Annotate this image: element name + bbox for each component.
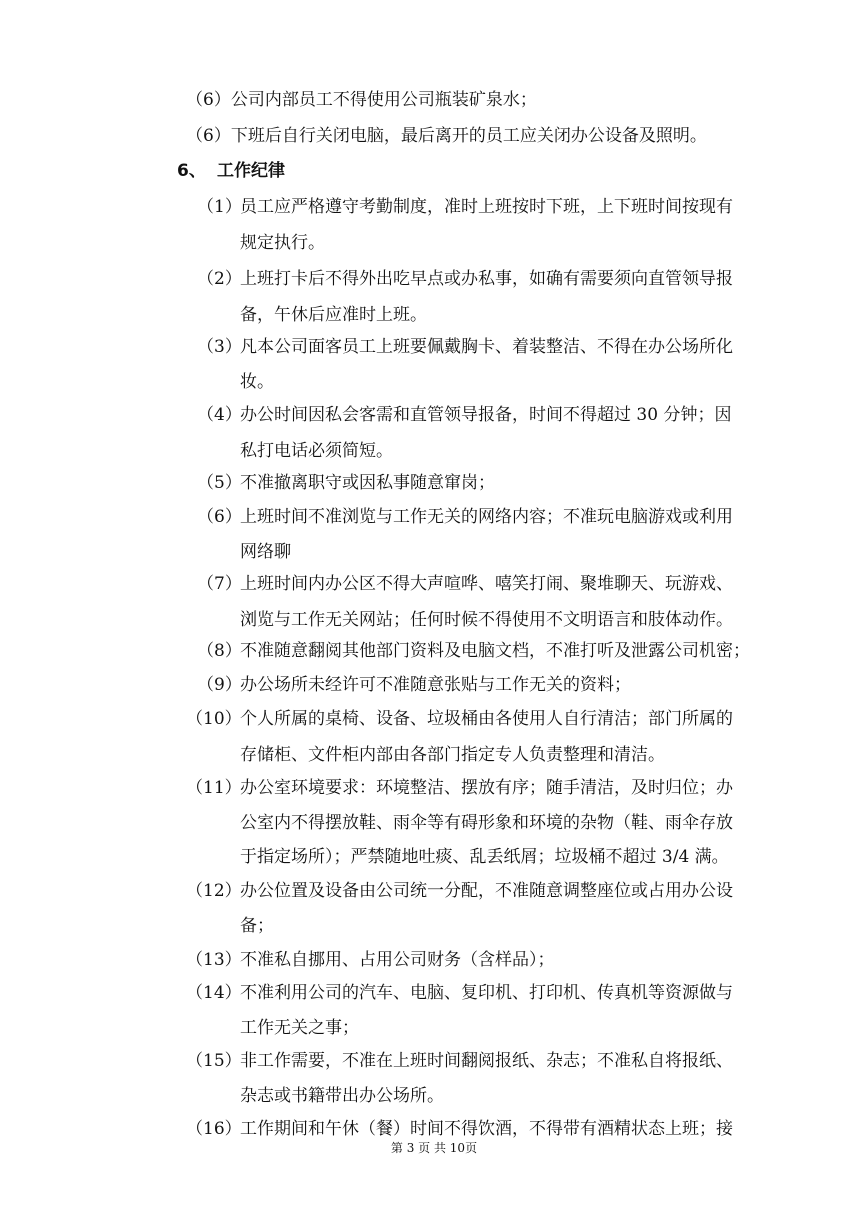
rule-number: （15） bbox=[186, 1051, 242, 1071]
rule-number: （11） bbox=[186, 778, 242, 798]
rule-number: （2） bbox=[197, 269, 242, 289]
rule-text: 凡本公司面客员工上班要佩戴胸卡、着装整洁、不得在办公场所化 bbox=[240, 337, 733, 357]
rule-text: 上班打卡后不得外出吃早点或办私事，如确有需要须向直管领导报 bbox=[240, 269, 733, 289]
rule-text: 不准私自挪用、占用公司财务（含样品）； bbox=[240, 950, 555, 970]
rule-text: 浏览与工作无关网站；任何时候不得使用不文明语言和肢体动作。 bbox=[240, 610, 733, 630]
rule-text: 杂志或书籍带出办公场所。 bbox=[240, 1086, 444, 1106]
rule-text: 不准利用公司的汽车、电脑、复印机、打印机、传真机等资源做与 bbox=[240, 983, 733, 1003]
rule-text: 办公室环境要求：环境整洁、摆放有序；随手清洁，及时归位；办 bbox=[240, 778, 733, 798]
rule-line bbox=[240, 1085, 444, 1107]
rule-line bbox=[197, 640, 750, 662]
rule-number: （5） bbox=[197, 473, 242, 493]
rule-number: （16） bbox=[186, 1119, 242, 1139]
rule-line bbox=[240, 304, 427, 326]
rule-line bbox=[186, 1118, 733, 1140]
rule-line bbox=[240, 440, 393, 462]
rule-line bbox=[186, 949, 555, 971]
rule-text: 办公位置及设备由公司统一分配，不准随意调整座位或占用办公设 bbox=[240, 881, 733, 901]
rule-line bbox=[197, 506, 733, 528]
item-number: （6） bbox=[186, 126, 231, 146]
rule-text: 备，午休后应准时上班。 bbox=[240, 305, 427, 325]
item-text: 公司内部员工不得使用公司瓶装矿泉水； bbox=[230, 90, 537, 110]
rule-number: （13） bbox=[186, 950, 242, 970]
rule-line bbox=[197, 573, 733, 595]
rule-text: 备； bbox=[240, 916, 274, 936]
rule-text: 规定执行。 bbox=[240, 233, 325, 253]
rule-line bbox=[197, 472, 495, 494]
rule-text: 上班时间不准浏览与工作无关的网络内容；不准玩电脑游戏或利用 bbox=[240, 507, 733, 527]
section-number: 6、 bbox=[177, 161, 206, 181]
page-footer: 第 3 页 共 10页 bbox=[390, 1141, 478, 1155]
rule-text: 不准撤离职守或因私事随意窜岗； bbox=[240, 473, 495, 493]
rule-text: 网络聊 bbox=[240, 542, 291, 562]
rule-line bbox=[240, 846, 729, 868]
rule-line bbox=[240, 232, 325, 254]
rule-line bbox=[240, 371, 274, 393]
rule-line bbox=[240, 609, 733, 631]
rule-text: 工作无关之事； bbox=[240, 1018, 359, 1038]
rule-number: （1） bbox=[197, 197, 242, 217]
rule-text: 私打电话必须简短。 bbox=[240, 441, 393, 461]
rule-number: （12） bbox=[186, 881, 242, 901]
rule-line bbox=[186, 777, 733, 799]
rule-number: （4） bbox=[197, 405, 242, 425]
rule-number: （7） bbox=[197, 574, 242, 594]
rule-text: 存储柜、文件柜内部由各部门指定专人负责整理和清洁。 bbox=[240, 745, 665, 765]
section-title: 工作纪律 bbox=[217, 161, 285, 181]
rule-line bbox=[197, 336, 733, 358]
rule-text: 于指定场所）；严禁随地吐痰、乱丢纸屑；垃圾桶不超过 3/4 满。 bbox=[240, 847, 729, 867]
rule-line bbox=[240, 915, 274, 937]
item-text: 下班后自行关闭电脑，最后离开的员工应关闭办公设备及照明。 bbox=[230, 126, 707, 146]
rule-number: （8） bbox=[197, 641, 242, 661]
rule-text: 个人所属的桌椅、设备、垃圾桶由各使用人自行清洁；部门所属的 bbox=[240, 709, 733, 729]
rule-number: （10） bbox=[186, 709, 242, 729]
rule-text: 办公场所未经许可不准随意张贴与工作无关的资料； bbox=[240, 675, 631, 695]
rule-line bbox=[186, 708, 733, 730]
rule-line bbox=[186, 1050, 733, 1072]
rule-text: 妆。 bbox=[240, 372, 274, 392]
rule-line bbox=[197, 674, 631, 696]
rule-number: （14） bbox=[186, 983, 242, 1003]
rule-number: （6） bbox=[197, 507, 242, 527]
rule-text: 办公时间因私会客需和直管领导报备，时间不得超过 30 分钟；因 bbox=[240, 405, 732, 425]
rule-line bbox=[240, 541, 291, 563]
rule-line bbox=[240, 812, 733, 834]
rule-line bbox=[186, 982, 733, 1004]
rule-line bbox=[186, 880, 733, 902]
rule-line bbox=[197, 404, 731, 426]
rule-number: （9） bbox=[197, 675, 242, 695]
intro-item bbox=[186, 89, 537, 111]
rule-line bbox=[197, 196, 733, 218]
section-heading bbox=[177, 160, 285, 182]
item-number: （6） bbox=[186, 90, 231, 110]
rule-line bbox=[197, 268, 733, 290]
rule-line bbox=[240, 1017, 359, 1039]
rule-text: 非工作需要，不准在上班时间翻阅报纸、杂志；不准私自将报纸、 bbox=[240, 1051, 733, 1071]
intro-item bbox=[186, 125, 707, 147]
rule-text: 公室内不得摆放鞋、雨伞等有碍形象和环境的杂物（鞋、雨伞存放 bbox=[240, 813, 733, 833]
rule-text: 工作期间和午休（餐）时间不得饮酒，不得带有酒精状态上班；接 bbox=[240, 1119, 733, 1139]
rule-text: 上班时间内办公区不得大声喧哗、嘻笑打闹、聚堆聊天、玩游戏、 bbox=[240, 574, 733, 594]
rule-number: （3） bbox=[197, 337, 242, 357]
rule-line bbox=[240, 744, 665, 766]
rule-text: 员工应严格遵守考勤制度，准时上班按时下班，上下班时间按现有 bbox=[240, 197, 733, 217]
rule-text: 不准随意翻阅其他部门资料及电脑文档，不准打听及泄露公司机密； bbox=[240, 641, 750, 661]
